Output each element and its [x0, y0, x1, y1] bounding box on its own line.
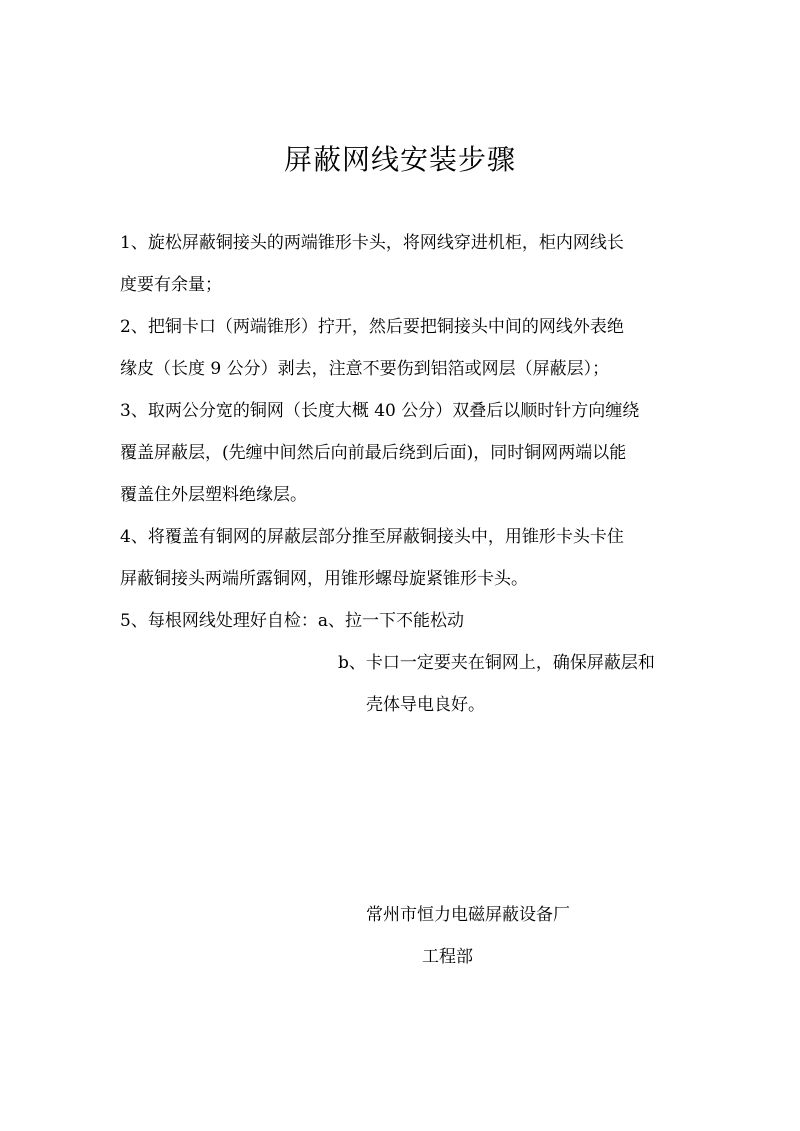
document-title: 屏蔽网线安装步骤: [283, 143, 516, 176]
step-5-line-2: b、卡口一定要夹在铜网上，确保屏蔽层和: [338, 653, 655, 673]
step-2-line-1: 2、把铜卡口（两端锥形）拧开，然后要把铜接头中间的网线外表绝: [120, 317, 624, 337]
step-1-line-1: 1、旋松屏蔽铜接头的两端锥形卡头，将网线穿进机柜，柜内网线长: [120, 233, 624, 253]
step-5-line-3: 壳体导电良好。: [366, 695, 485, 715]
signature-department: 工程部: [422, 947, 473, 967]
step-3-line-2: 覆盖屏蔽层，(先缠中间然后向前最后绕到后面)，同时铜网两端以能: [120, 443, 627, 463]
step-3-line-3: 覆盖住外层塑料绝缘层。: [120, 485, 307, 505]
step-4-line-1: 4、将覆盖有铜网的屏蔽层部分推至屏蔽铜接头中，用锥形卡头卡住: [120, 527, 624, 547]
step-4-line-2: 屏蔽铜接头两端所露铜网，用锥形螺母旋紧锥形卡头。: [120, 569, 528, 589]
step-3-line-1: 3、取两公分宽的铜网（长度大概 40 公分）双叠后以顺时针方向缠绕: [120, 401, 640, 421]
signature-company: 常州市恒力电磁屏蔽设备厂: [366, 905, 570, 925]
step-1-line-2: 度要有余量；: [120, 275, 222, 295]
step-5-line-1: 5、每根网线处理好自检：a、拉一下不能松动: [120, 611, 464, 631]
step-2-line-2: 缘皮（长度 9 公分）剥去，注意不要伤到铝箔或网层（屏蔽层）；: [120, 359, 610, 379]
